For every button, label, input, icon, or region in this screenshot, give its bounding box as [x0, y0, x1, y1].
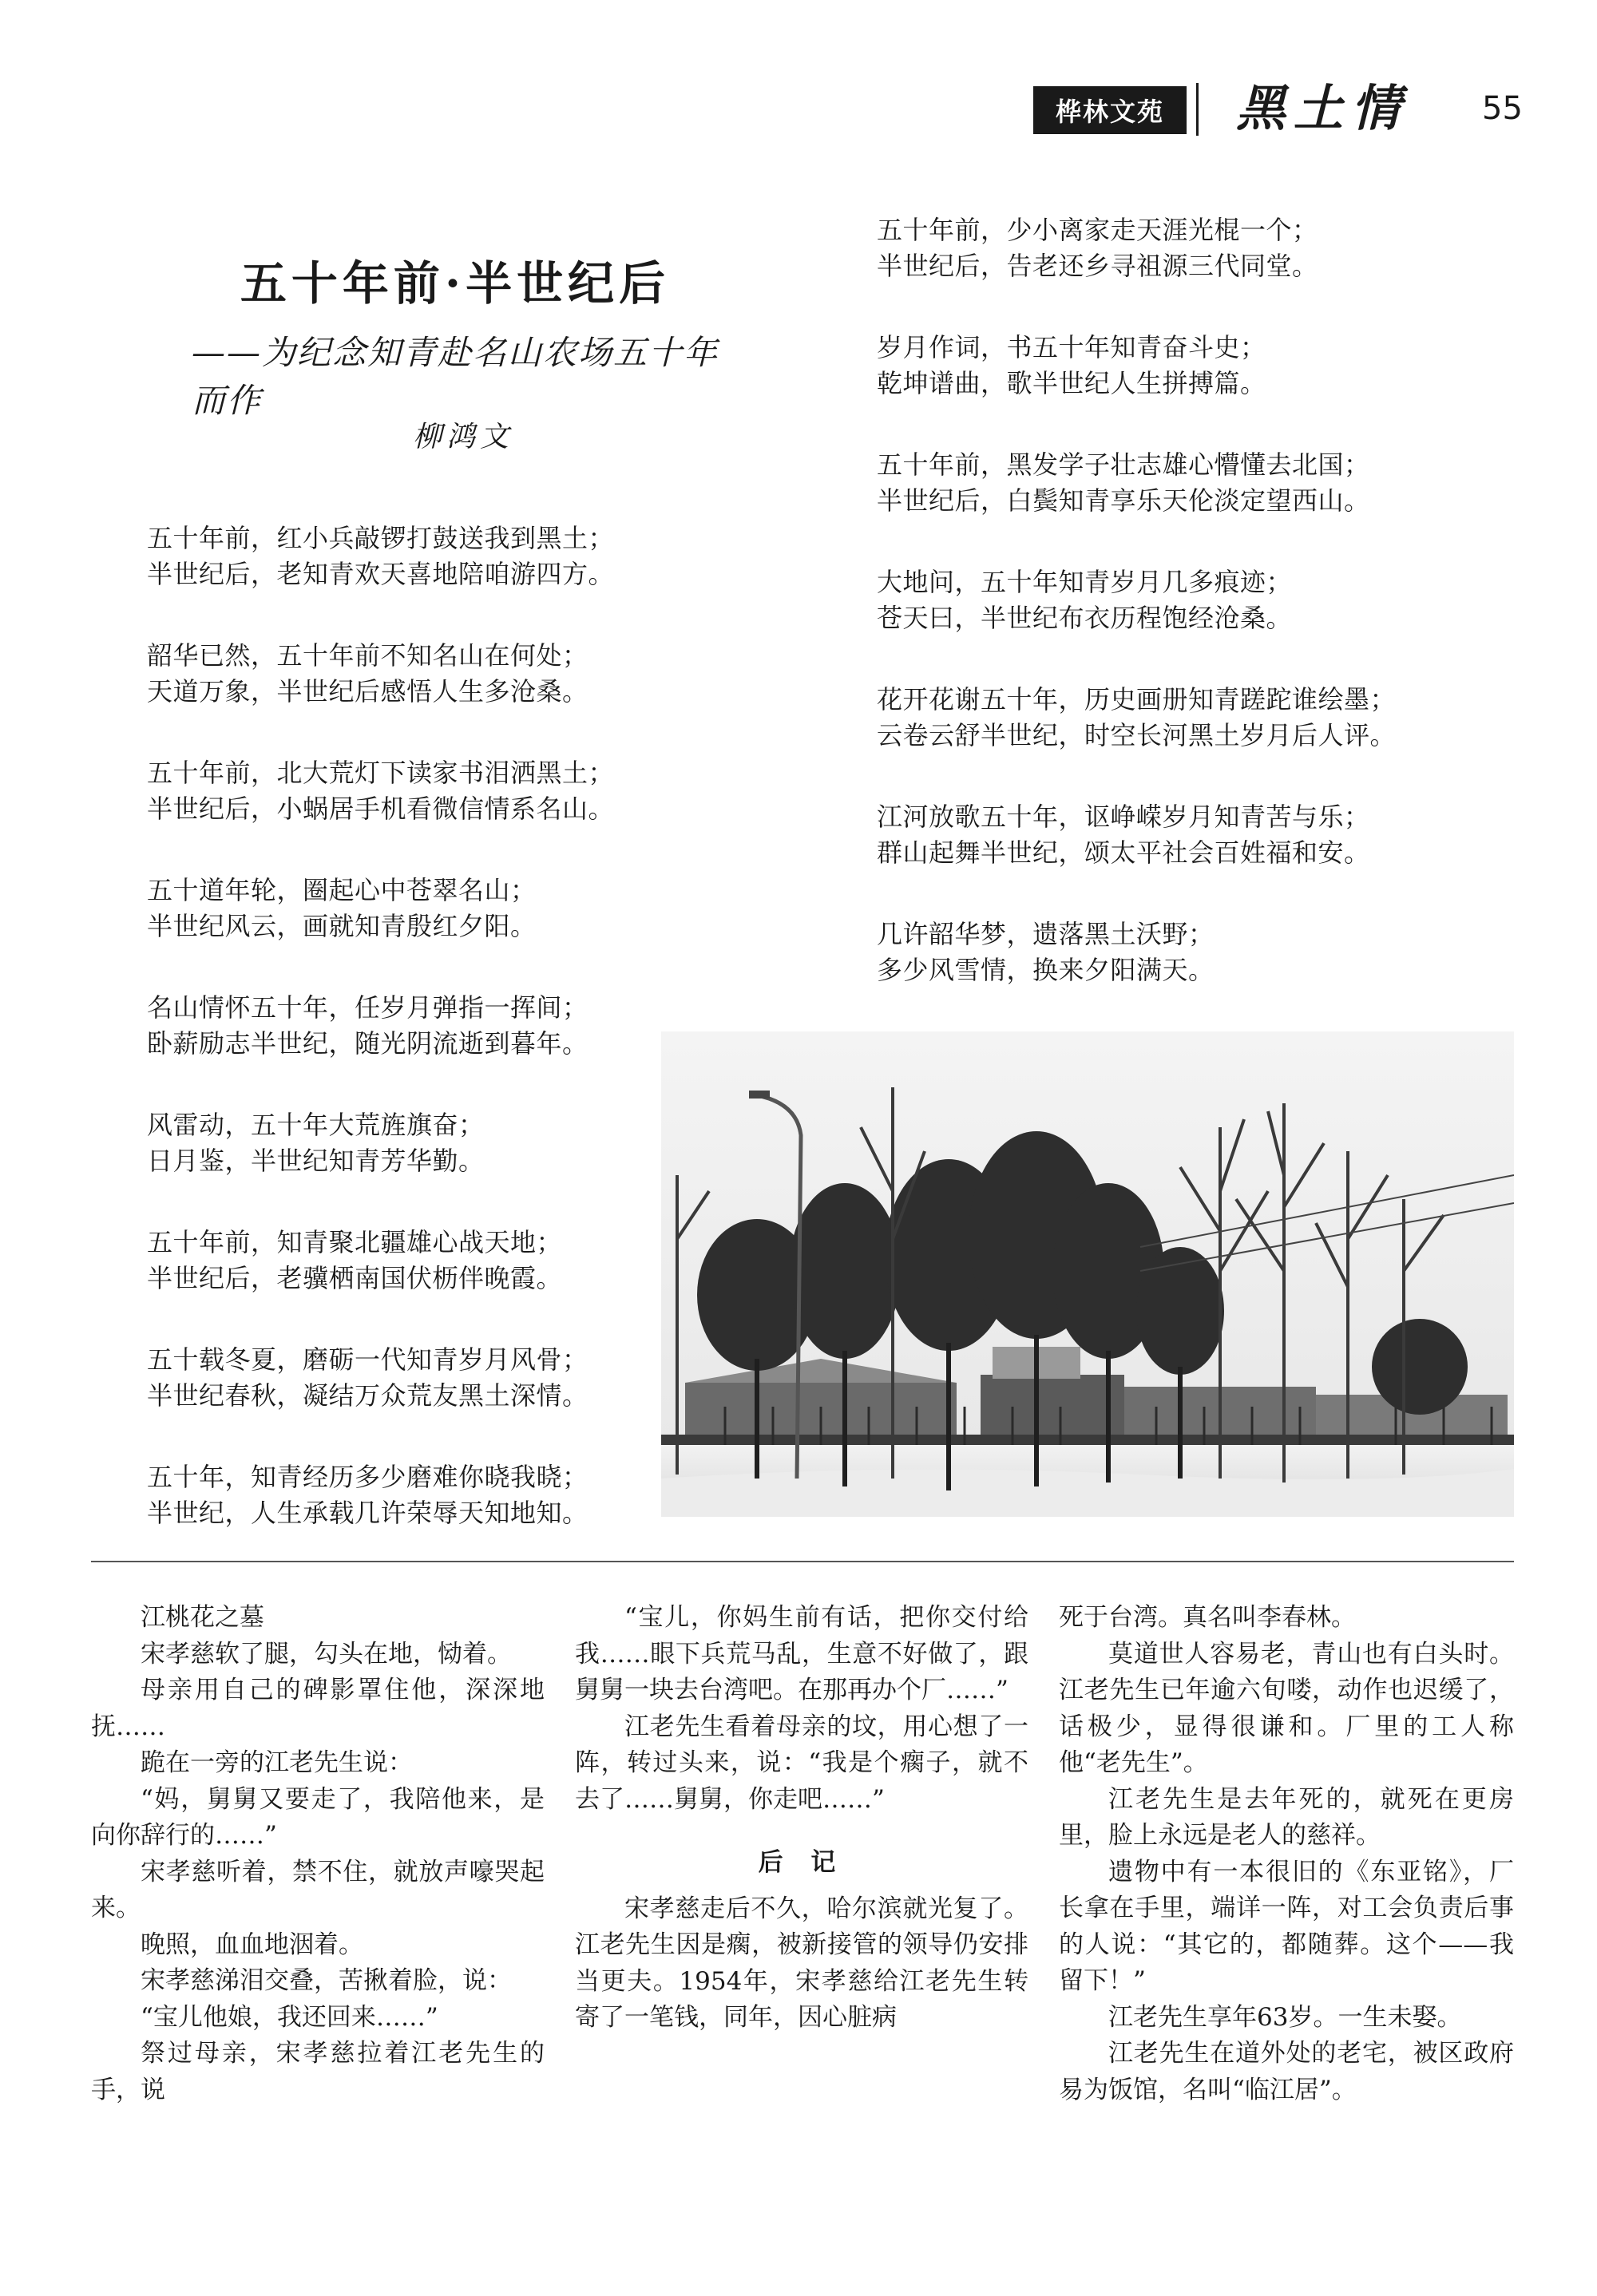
prose-paragraph: 江老先生在道外处的老宅，被区政府易为饭馆，名叫“临江居”。 — [1059, 2039, 1514, 2104]
magazine-logo: 黑土情 — [1236, 79, 1409, 137]
poem-line: 乾坤谱曲，歌半世纪人生拼搏篇。 — [877, 368, 1266, 398]
prose-paragraph: 宋孝慈走后不久，哈尔滨就光复了。江老先生因是瘸，被新接管的领导仍安排当更夫。1954年，宋孝慈给江老先生转寄了一笔钱，同年，因心脏病 — [575, 1894, 1028, 2032]
poem-stanza — [147, 1459, 722, 1531]
poem-stanza — [877, 447, 1452, 519]
article-title: 五十年前·半世纪后 — [240, 256, 671, 311]
prose-paragraph: 江老先生看着母亲的坟，用心想了一阵，转过头来，说：“我是个瘸子，就不去了……舅舅，你走吧……” — [575, 1712, 1028, 1814]
poem-line: 半世纪后，告老还乡寻祖源三代同堂。 — [877, 251, 1318, 281]
prose-column-2 — [575, 1600, 1028, 2037]
poem-line: 云卷云舒半世纪，时空长河黑土岁月后人评。 — [877, 720, 1397, 750]
poem-line: 半世纪后，老骥栖南国伏枥伴晚霞。 — [147, 1263, 563, 1293]
poem-stanza — [877, 682, 1452, 754]
poem-line: 名山情怀五十年，任岁月弹指一挥间； — [147, 992, 588, 1023]
poem-left-column — [147, 521, 722, 1577]
poem-stanza — [877, 799, 1452, 871]
poem-stanza — [877, 212, 1452, 284]
poem-stanza — [147, 990, 722, 1062]
poem-line: 五十年前，北大荒灯下读家书泪洒黑土； — [147, 758, 615, 788]
prose-paragraph: 江桃花之墓 — [141, 1603, 264, 1632]
page-number: 55 — [1482, 90, 1523, 127]
poem-line: 江河放歌五十年，讴峥嵘岁月知青苦与乐； — [877, 802, 1370, 832]
prose-paragraph: 江老先生享年63岁。一生未娶。 — [1108, 2002, 1462, 2032]
poem-stanza — [147, 755, 722, 827]
poem-line: 多少风雪情，换来夕阳满天。 — [877, 955, 1215, 985]
prose-paragraph: 祭过母亲，宋孝慈拉着江老先生的手，说 — [91, 2039, 545, 2104]
poem-stanza — [877, 564, 1452, 636]
prose-paragraph: 宋孝慈软了腿，勾头在地，恸着。 — [141, 1639, 512, 1669]
prose-paragraph: “妈，舅舅又要走了，我陪他来，是向你辞行的……” — [91, 1784, 545, 1850]
poem-line: 五十道年轮，圈起心中苍翠名山； — [147, 875, 537, 905]
poem-line: 大地问，五十年知青岁月几多痕迹； — [877, 567, 1293, 597]
prose-paragraph: 死于台湾。真名叫李春林。 — [1059, 1603, 1356, 1632]
poem-stanza — [147, 1107, 722, 1179]
poem-line: 半世纪春秋，凝结万众荒友黑土深情。 — [147, 1380, 588, 1411]
poem-line: 苍天曰，半世纪布衣历程饱经沧桑。 — [877, 603, 1293, 633]
prose-paragraph: 母亲用自己的碑影罩住他，深深地抚…… — [91, 1676, 545, 1741]
prose-paragraph: 江老先生是去年死的，就死在更房里，脸上永远是老人的慈祥。 — [1059, 1784, 1514, 1850]
poem-line: 半世纪后，小蜗居手机看微信情系名山。 — [147, 794, 615, 824]
poem-line: 几许韶华梦，遗落黑土沃野； — [877, 919, 1215, 949]
prose-paragraph: “宝儿，你妈生前有话，把你交付给我……眼下兵荒马乱，生意不好做了，跟舅舅一块去台湾吧。在那再办个厂……” — [575, 1603, 1028, 1704]
poem-stanza — [147, 638, 722, 710]
prose-paragraph: 遗物中有一本很旧的《东亚铭》，厂长拿在手里，端详一阵，对工会负责后事的人说：“其它的，都随葬。这个——我留下！” — [1059, 1857, 1514, 1995]
prose-column-1 — [91, 1600, 545, 2108]
article-author: 柳鸿文 — [412, 421, 513, 453]
poem-line: 五十年前，红小兵敲锣打鼓送我到黑土； — [147, 523, 615, 553]
poem-line: 花开花谢五十年，历史画册知青蹉跎谁绘墨； — [877, 684, 1397, 715]
prose-paragraph: 莫道世人容易老，青山也有白头时。江老先生已年逾六旬喽，动作也迟缓了，话极少，显得很谦和。厂里的工人称他“老先生”。 — [1059, 1639, 1514, 1777]
poem-line: 日月鉴，半世纪知青芳华勤。 — [147, 1146, 485, 1176]
poem-stanza — [877, 330, 1452, 402]
poem-line: 五十载冬夏，磨砺一代知青岁月风骨； — [147, 1344, 588, 1375]
poem-stanza — [877, 916, 1452, 988]
poem-line: 卧薪励志半世纪，随光阴流逝到暮年。 — [147, 1028, 588, 1059]
poem-line: 五十年前，黑发学子壮志雄心懵懂去北国； — [877, 449, 1370, 480]
poem-line: 五十年前，少小离家走天涯光棍一个； — [877, 215, 1318, 245]
prose-paragraph: 宋孝慈涕泪交叠，苦揪着脸，说： — [141, 1966, 512, 1995]
poem-line: 半世纪，人生承载几许荣辱天知地知。 — [147, 1498, 588, 1528]
poem-line: 五十年前，知青聚北疆雄心战天地； — [147, 1227, 563, 1257]
poem-line: 天道万象，半世纪后感悟人生多沧桑。 — [147, 676, 588, 707]
section-divider — [91, 1561, 1514, 1562]
prose-paragraph: 晚照，血血地洇着。 — [141, 1930, 363, 1959]
poem-stanza — [147, 1225, 722, 1296]
poem-line: 岁月作词，书五十年知青奋斗史； — [877, 332, 1266, 362]
poem-line: 风雷动，五十年大荒旌旗奋； — [147, 1110, 485, 1140]
poem-line: 半世纪后，老知青欢天喜地陪咱游四方。 — [147, 559, 615, 589]
poem-line: 半世纪后，白鬓知青享乐天伦淡定望西山。 — [877, 485, 1370, 516]
prose-paragraph: 跪在一旁的江老先生说： — [141, 1748, 413, 1777]
winter-trees-photo — [661, 1031, 1514, 1517]
poem-line: 韶华已然，五十年前不知名山在何处； — [147, 640, 588, 671]
poem-stanza — [147, 1342, 722, 1414]
poem-line: 群山起舞半世纪，颂太平社会百姓福和安。 — [877, 837, 1370, 868]
section-tag: 桦林文苑 — [1033, 86, 1187, 134]
article-subtitle: ——为纪念知青赴名山农场五十年而作 — [192, 333, 719, 420]
prose-column-3 — [1059, 1600, 1514, 2108]
poem-line: 半世纪风云，画就知青殷红夕阳。 — [147, 911, 537, 941]
poem-line: 五十年，知青经历多少磨难你晓我晓； — [147, 1462, 588, 1492]
afterword-heading: 后 记 — [758, 1848, 846, 1877]
poem-right-column — [877, 212, 1452, 1034]
prose-paragraph: 宋孝慈听着，禁不住，就放声嚎哭起来。 — [91, 1857, 545, 1922]
prose-paragraph: “宝儿他娘，我还回来……” — [141, 2002, 438, 2032]
poem-stanza — [147, 521, 722, 592]
poem-stanza — [147, 873, 722, 944]
header-divider — [1196, 83, 1199, 136]
